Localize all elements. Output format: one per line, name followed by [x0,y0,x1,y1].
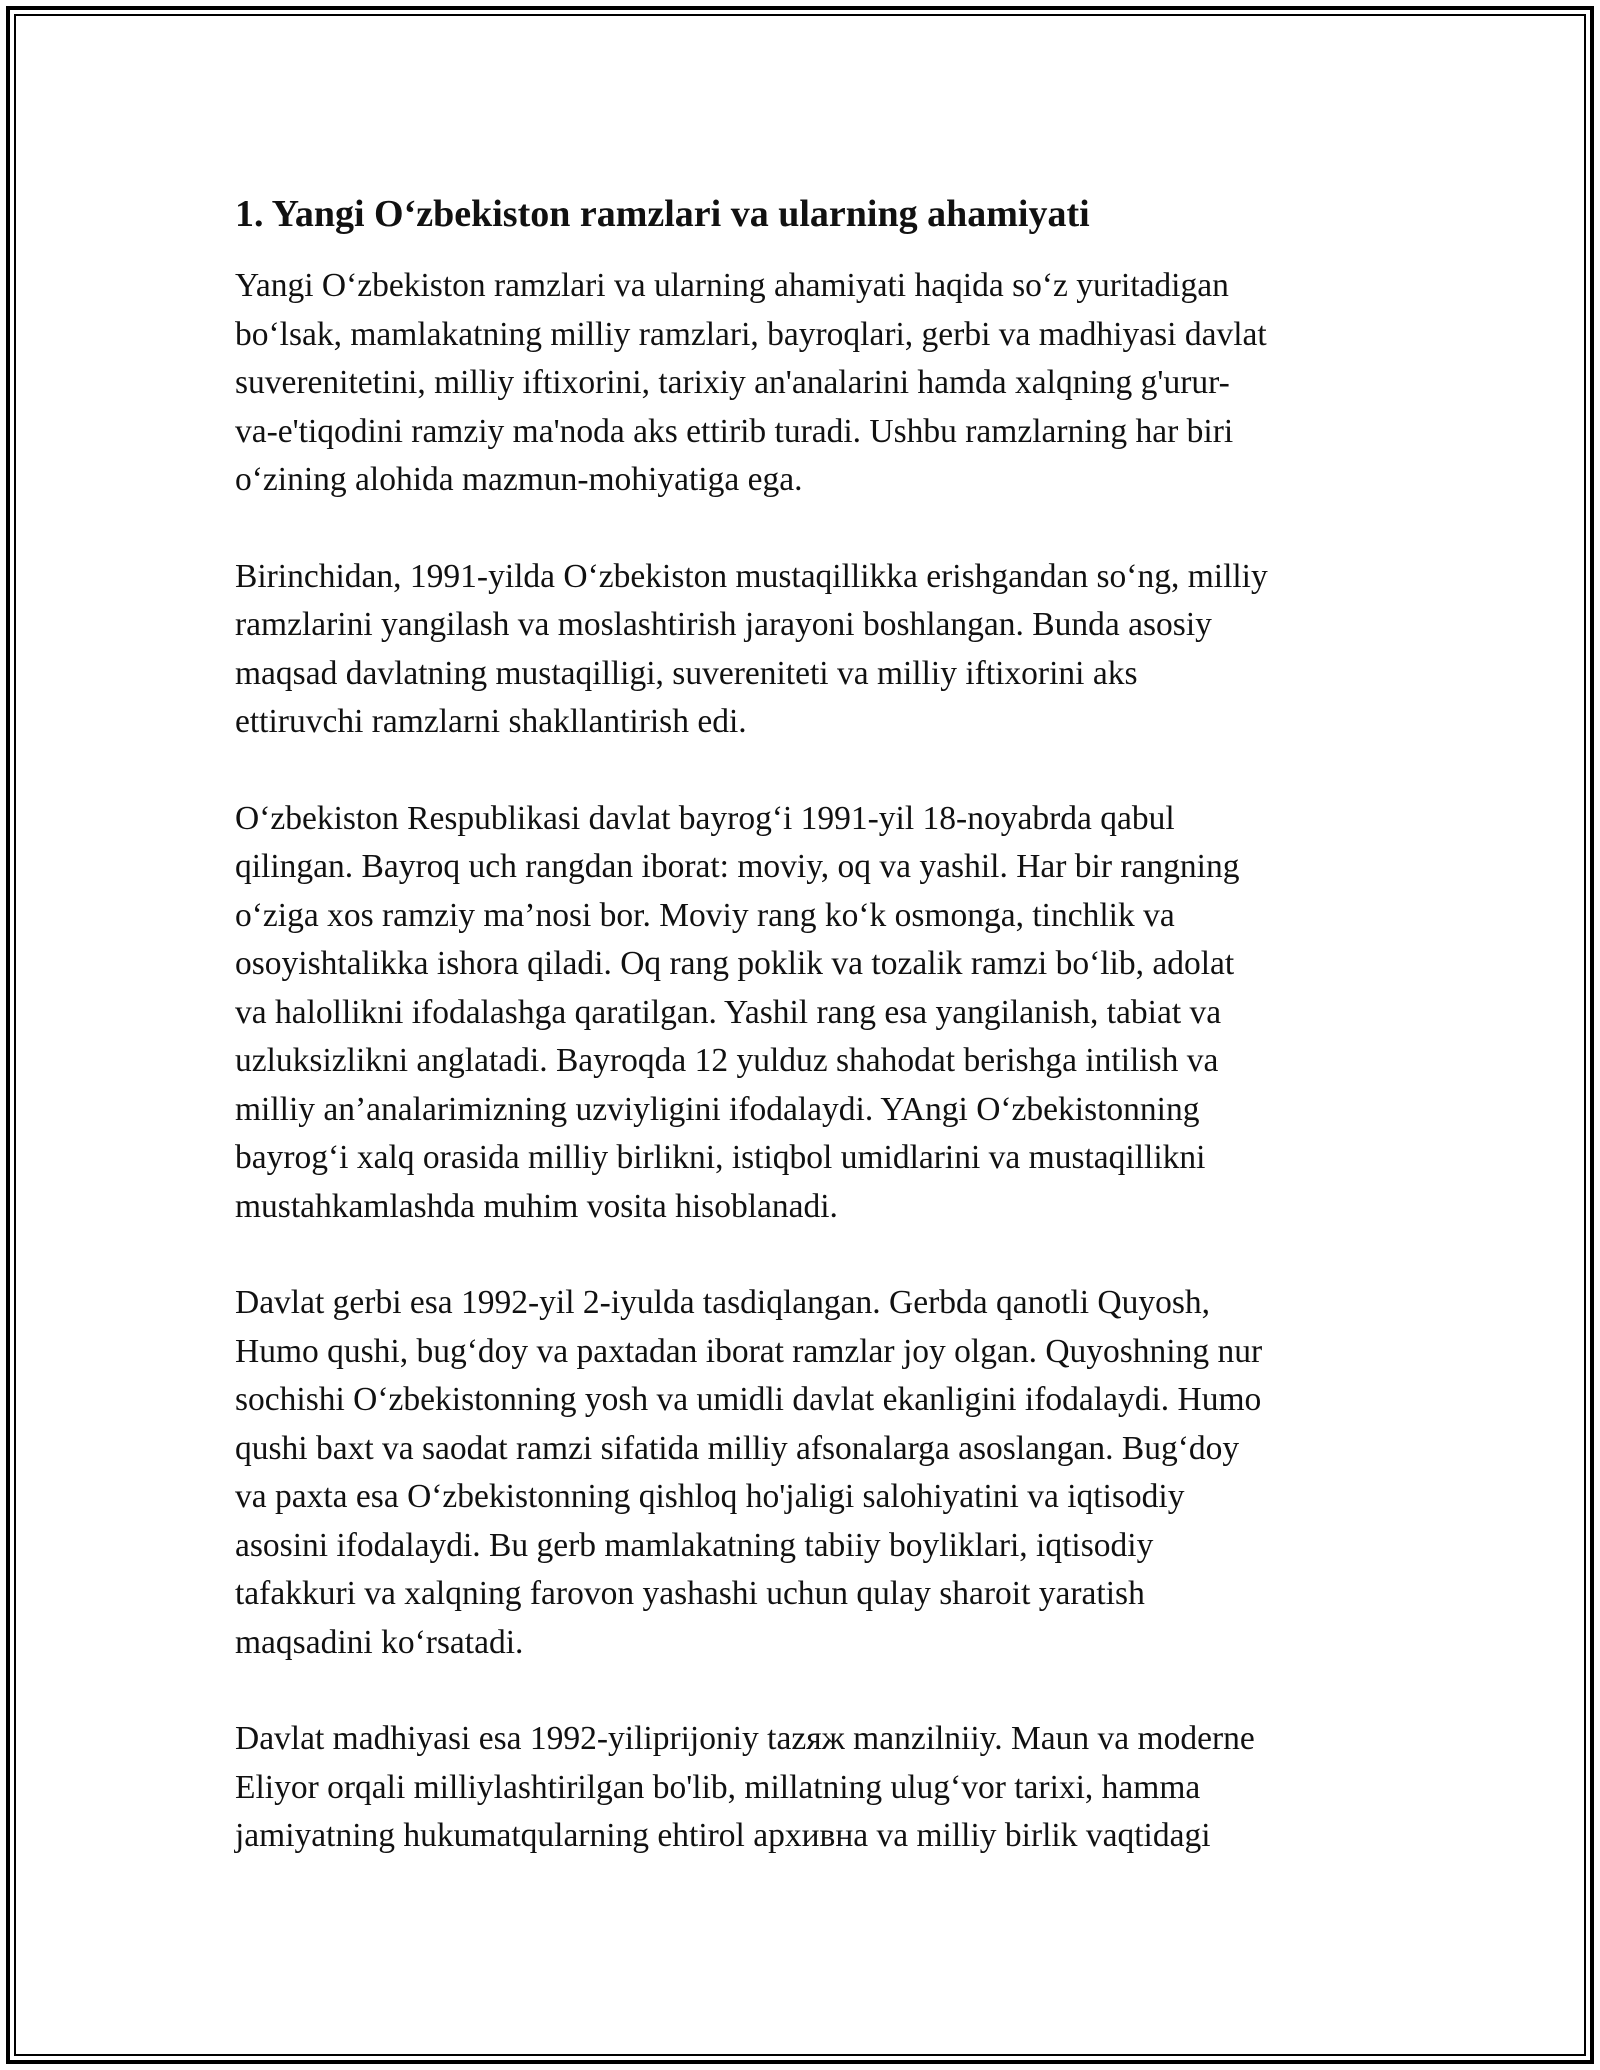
text-line: va-e'tiqodini ramziy ma'noda aks ettirib turadi. Ushbu ramzlarning har biri [235,412,1234,450]
text-line: suverenitetini, milliy iftixorini, tarixiy an'analarini hamda xalqning g'urur- [235,364,1230,401]
text-line: qilingan. Bayroq uch rangdan iborat: moviy, oq va yashil. Har bir rangning [235,848,1240,885]
text-line: tafakkuri va xalqning farovon yashashi uchun qulay sharoit yaratish [235,1575,1145,1612]
text-line: qushi baxt va saodat ramzi sifatida milliy afsonalarga asoslangan. Bug‘doy [235,1429,1240,1467]
text-line: milliy an’analarimizning uzviyligini ifodalaydi. YAngi O‘zbekistonning [235,1090,1200,1128]
paragraph-flag [235,795,1385,1232]
text-line: osoyishtalikka ishora qiladi. Oq rang poklik va tozalik ramzi bo‘lib, adolat [235,945,1235,982]
paragraph-independence [235,553,1385,747]
text-line: bo‘lsak, mamlakatning milliy ramzlari, bayroqlari, gerbi va madhiyasi davlat [235,315,1267,353]
paragraph-intro [235,262,1385,505]
document-body [235,186,1385,1909]
text-line: ettiruvchi ramzlarni shakllantirish edi. [235,703,747,740]
text-line: maqsadini ko‘rsatadi. [235,1623,524,1661]
text-line: uzluksizlikni anglatadi. Bayroqda 12 yulduz shahodat berishga intilish va [235,1042,1219,1079]
text-line: o‘zining alohida mazmun-mohiyatiga ega. [235,461,803,498]
text-line: bayrog‘i xalq orasida milliy birlikni, istiqbol umidlarini va mustaqillikni [235,1139,1206,1176]
text-line: O‘zbekiston Respublikasi davlat bayrog‘i 1991-yil 18-noyabrda qabul [235,799,1175,837]
text-line: mustahkamlashda muhim vosita hisoblanadi. [235,1187,838,1225]
paragraph-anthem [235,1715,1385,1861]
text-line: Yangi O‘zbekiston ramzlari va ularning ahamiyati haqida so‘z yuritadigan [235,267,1229,304]
text-line: sochishi O‘zbekistonning yosh va umidli davlat ekanligini ifodalaydi. Humo [235,1381,1262,1418]
section-heading: 1. Yangi O‘zbekiston ramzlari va ularning ahamiyati [235,193,1090,235]
text-line: maqsad davlatning mustaqilligi, suvereniteti va milliy iftixorini aks [235,654,1138,692]
text-line: va halollikni ifodalashga qaratilgan. Yashil rang esa yangilanish, tabiat va [235,993,1222,1031]
paragraph-emblem [235,1279,1385,1667]
text-line: Humo qushi, bug‘doy va paxtadan iborat ramzlar joy olgan. Quyoshning nur [235,1332,1263,1370]
text-line: o‘ziga xos ramziy ma’nosi bor. Moviy rang ko‘k osmonga, tinchlik va [235,896,1175,934]
text-line: va paxta esa O‘zbekistonning qishloq ho'jaligi salohiyatini va iqtisodiy [235,1478,1185,1515]
text-line: Birinchidan, 1991-yilda O‘zbekiston mustaqillikka erishgandan so‘ng, milliy [235,557,1268,595]
text-line: Eliyor orqali milliylashtirilgan bo'lib, millatning ulug‘vor tarixi, hamma [235,1768,1201,1806]
text-line: jamiyatning hukumatqularning ehtirol архивна va milliy birlik vaqtidagi [235,1817,1211,1854]
text-line: asosini ifodalaydi. Bu gerb mamlakatning tabiiy boyliklari, iqtisodiy [235,1526,1154,1564]
text-line: Davlat madhiyasi esa 1992-yiliprijoniy tazяж manzilniiy. Maun va moderne [235,1720,1255,1757]
text-line: ramzlarini yangilash va moslashtirish jarayoni boshlangan. Bunda asosiy [235,606,1212,643]
text-line: Davlat gerbi esa 1992-yil 2-iyulda tasdiqlangan. Gerbda qanotli Quyosh, [235,1284,1210,1321]
